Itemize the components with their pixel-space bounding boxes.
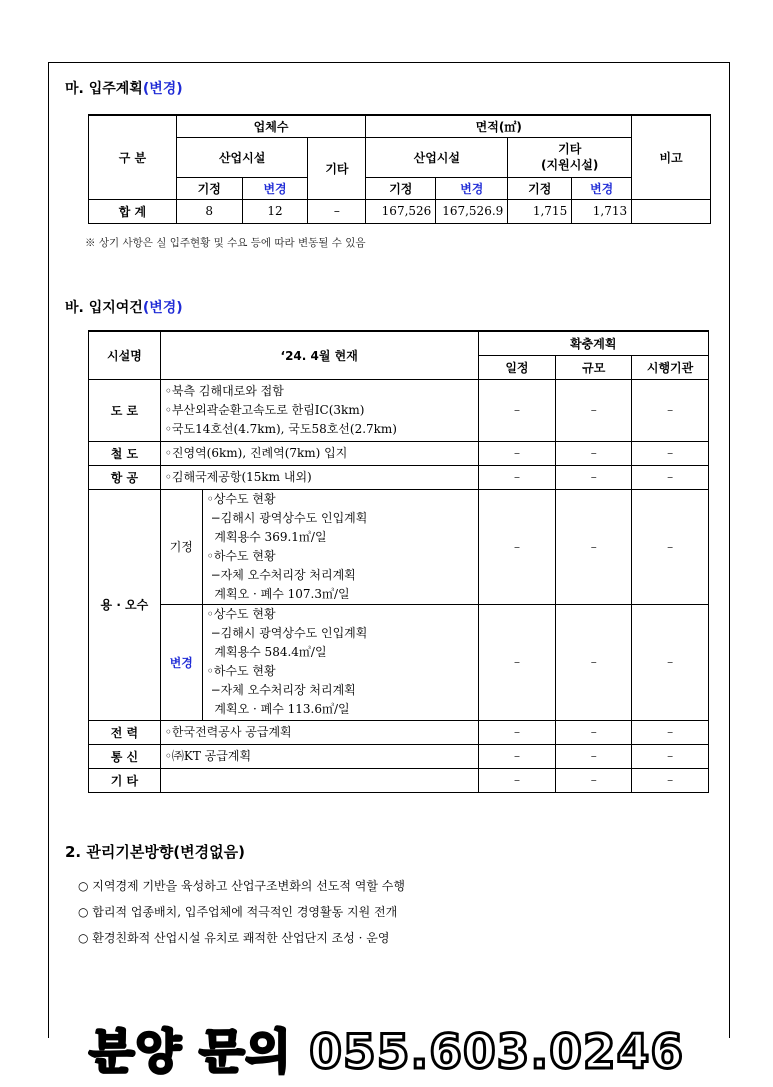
infra-row-schedule-0: – — [478, 379, 556, 441]
h-other: 기타 — [308, 137, 366, 199]
infra-row2-agency-2: – — [632, 768, 709, 792]
sales-inquiry-banner: 분양 문의 055.603.0246 — [88, 1025, 685, 1080]
infra-row-schedule-2: – — [478, 465, 556, 489]
infra-row-agency-1: – — [632, 441, 709, 465]
section-ma-title-changed: (변경) — [142, 81, 183, 97]
companies-other: – — [308, 199, 366, 223]
h-facility: 시설명 — [89, 331, 161, 379]
infra-row2-scale-2: – — [556, 768, 632, 792]
section-ba-title-text: 바. 입지여건 — [65, 300, 143, 316]
section-ma-title-text: 마. 입주계획 — [65, 81, 143, 97]
location-table — [88, 330, 709, 793]
infra-row-scale-0: – — [556, 379, 632, 441]
water-existing-label: 기정 — [160, 489, 202, 604]
infra-row2-agency-1: – — [632, 744, 709, 768]
water-changed-schedule: – — [478, 604, 556, 720]
infra-row2-label-1: 통 신 — [89, 744, 161, 768]
water-existing-agency: – — [632, 489, 709, 604]
companies-industrial-existing: 8 — [176, 199, 242, 223]
area-other-existing: 1,715 — [508, 199, 572, 223]
h-industrial: 산업시설 — [176, 137, 308, 177]
h-industrial-area: 산업시설 — [366, 137, 508, 177]
h-existing: 기정 — [366, 177, 436, 199]
water-changed-text: ◦상수도 현황 −김해시 광역상수도 인입계획 계획용수 584.4㎥/일 ◦하수도 현황 −자체 오수처리장 처리계획 계획오 · 폐수 113.6㎥/일 — [202, 604, 478, 720]
section-ma-title — [65, 78, 183, 98]
infra-row-schedule-1: – — [478, 441, 556, 465]
policy-bullet-1: ○ 지역경제 기반을 육성하고 산업구조변화의 선도적 역할 수행 — [78, 879, 405, 893]
h-companies: 업체수 — [176, 115, 366, 137]
companies-industrial-changed: 12 — [242, 199, 308, 223]
section-ba-title-changed: (변경) — [142, 300, 183, 316]
area-industrial-changed: 167,526.9 — [436, 199, 508, 223]
h-schedule: 일정 — [478, 355, 556, 379]
section-2-title: 2. 관리기본방향(변경없음) — [65, 843, 245, 861]
infra-row2-agency-0: – — [632, 720, 709, 744]
water-existing-schedule: – — [478, 489, 556, 604]
water-existing-scale: – — [556, 489, 632, 604]
water-changed-label: 변경 — [160, 604, 202, 720]
water-changed-scale: – — [556, 604, 632, 720]
infra-row2-schedule-1: – — [478, 744, 556, 768]
policy-bullet-2: ○ 합리적 업종배치, 입주업체에 적극적인 경영활동 지원 전개 — [78, 905, 398, 919]
h-scale: 규모 — [556, 355, 632, 379]
water-existing-text: ◦상수도 현황 −김해시 광역상수도 인입계획 계획용수 369.1㎥/일 ◦하수도 현황 −자체 오수처리장 처리계획 계획오 · 폐수 107.3㎥/일 — [202, 489, 478, 604]
infra-row2-current-1: ◦㈜KT 공급계획 — [160, 744, 478, 768]
h-other-support: 기타 (지원시설) — [508, 137, 632, 177]
h-agency: 시행기관 — [632, 355, 709, 379]
area-industrial-existing: 167,526 — [366, 199, 436, 223]
infra-row-label-2: 항 공 — [89, 465, 161, 489]
h-existing: 기정 — [508, 177, 572, 199]
infra-row-current-2: ◦김해국제공항(15km 내외) — [160, 465, 478, 489]
h-expansion: 확충계획 — [478, 331, 708, 355]
infra-row-scale-1: – — [556, 441, 632, 465]
infra-row-current-1: ◦진영역(6km), 진례역(7km) 입지 — [160, 441, 478, 465]
h-changed: 변경 — [242, 177, 308, 199]
remarks-value — [632, 199, 711, 223]
infra-row-scale-2: – — [556, 465, 632, 489]
infra-row-label-0: 도 로 — [89, 379, 161, 441]
infra-row-label-1: 철 도 — [89, 441, 161, 465]
infra-row2-scale-1: – — [556, 744, 632, 768]
infra-row2-schedule-0: – — [478, 720, 556, 744]
infra-row2-label-0: 전 력 — [89, 720, 161, 744]
h-existing: 기정 — [176, 177, 242, 199]
h-area: 면적(㎡) — [366, 115, 632, 137]
section-ba-title — [65, 297, 183, 317]
h-current: ‘24. 4월 현재 — [160, 331, 478, 379]
infra-row-current-0: ◦북측 김해대로와 접함 ◦부산외곽순환고속도로 한림IC(3km) ◦국도14호선(4.7km), 국도58호선(2.7km) — [160, 379, 478, 441]
policy-bullet-3: ○ 환경친화적 산업시설 유치로 쾌적한 산업단지 조성 · 운영 — [78, 931, 390, 945]
infra-row2-current-2 — [160, 768, 478, 792]
h-changed: 변경 — [436, 177, 508, 199]
infra-row2-schedule-2: – — [478, 768, 556, 792]
area-other-changed: 1,713 — [572, 199, 632, 223]
infra-row2-current-0: ◦한국전력공사 공급계획 — [160, 720, 478, 744]
infra-row-agency-0: – — [632, 379, 709, 441]
water-row-label: 용 · 오수 — [89, 489, 161, 720]
row-total-label: 합 계 — [89, 199, 177, 223]
h-remarks: 비고 — [632, 115, 711, 199]
h-gubun: 구 분 — [89, 115, 177, 199]
infra-row-agency-2: – — [632, 465, 709, 489]
occupancy-table — [88, 114, 711, 224]
infra-row2-label-2: 기 타 — [89, 768, 161, 792]
water-changed-agency: – — [632, 604, 709, 720]
h-changed: 변경 — [572, 177, 632, 199]
occupancy-note: ※ 상기 사항은 실 입주현황 및 수요 등에 따라 변동될 수 있음 — [85, 237, 366, 249]
infra-row2-scale-0: – — [556, 720, 632, 744]
